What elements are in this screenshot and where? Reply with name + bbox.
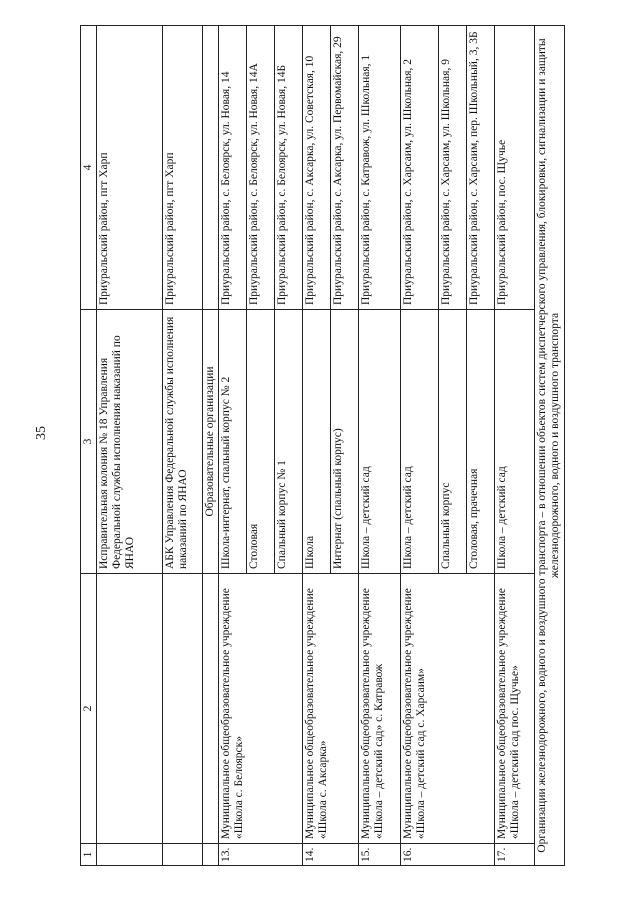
object-address: Приуральский район, пгт Харп (97, 26, 163, 310)
organization-name: Муниципальное общеобразовательное учреждение «Школа – детский сад» с. Катравож (359, 574, 401, 844)
organization-name: Муниципальное общеобразовательное учреждение «Школа с. Аксарка» (303, 574, 359, 844)
section-row (535, 26, 565, 866)
object-name: АБК Управления Федеральной службы исполнения наказаний по ЯНАО (163, 310, 203, 574)
object-name: Столовая, прачечная (467, 310, 495, 574)
header-col-1: 1 (81, 844, 97, 866)
organization-name: Муниципальное общеобразовательное учреждение «Школа – детский сад с. Харсаим» (401, 574, 495, 844)
row-number: 14. (303, 844, 359, 866)
header-col-2: 2 (81, 574, 97, 844)
object-name: Школа – детский сад (359, 310, 401, 574)
table-row (359, 26, 401, 866)
object-name: Школа (303, 310, 331, 574)
page-number: 35 (34, 426, 49, 440)
object-address: Приуральский район, пос. Щучье (495, 26, 535, 310)
object-address: Приуральский район, с. Аксарка, ул. Советская, 10 (303, 26, 331, 310)
object-address: Приуральский район, с. Аксарка, ул. Первомайская, 29 (331, 26, 359, 310)
section-title: Организации железнодорожного, водного и воздушного транспорта – в отношении объектов систем диспетчерского управления, блокировки, сигнализации и защиты железнодорожного, водного и воздушного транспорта (535, 26, 565, 866)
table-row (163, 26, 203, 866)
row-number: 17. (495, 844, 535, 866)
object-name: Школа-интернат, спальный корпус № 2 (219, 310, 247, 574)
object-name: Исправительная колония № 18 Управления Федеральной службы исполнения наказаний по ЯНАО (97, 310, 163, 574)
table-row (303, 26, 331, 866)
header-row (81, 26, 97, 866)
object-name: Интернат (спальный корпус) (331, 310, 359, 574)
object-name: Столовая (247, 310, 275, 574)
header-col-4: 4 (81, 26, 97, 310)
organization-name: Муниципальное общеобразовательное учреждение «Школа с. Белоярск» (219, 574, 303, 844)
object-address: Приуральский район, с. Белоярск, ул. Новая, 14А (247, 26, 275, 310)
object-address: Приуральский район, с. Белоярск, ул. Новая, 14Б (275, 26, 303, 310)
object-address: Приуральский район, с. Катравож, ул. Школьная, 1 (359, 26, 401, 310)
object-address: Приуральский район, с. Харсаим, ул. Школьная, 9 (439, 26, 467, 310)
header-col-3: 3 (81, 310, 97, 574)
object-address: Приуральский район, с. Харсаим, ул. Школьная, 2 (401, 26, 439, 310)
row-number: 15. (359, 844, 401, 866)
object-address: Приуральский район, с. Белоярск, ул. Новая, 14 (219, 26, 247, 310)
row-number: 13. (219, 844, 303, 866)
table-row (401, 26, 439, 866)
organization-name: Муниципальное общеобразовательное учреждение «Школа – детский сад пос. Щучье» (495, 574, 535, 844)
section-title: Образовательные организации (203, 310, 219, 574)
table-row (495, 26, 535, 866)
object-address: Приуральский район, пгт Харп (163, 26, 203, 310)
row-number: 16. (401, 844, 495, 866)
object-name: Спальный корпус (439, 310, 467, 574)
object-name: Спальный корпус № 1 (275, 310, 303, 574)
table-row (97, 26, 163, 866)
table-row (219, 26, 247, 866)
object-name: Школа – детский сад (401, 310, 439, 574)
section-row (203, 26, 219, 866)
object-address: Приуральский район, с. Харсаим, пер. Школьный, 3, 3Б (467, 26, 495, 310)
objects-table (80, 25, 565, 866)
object-name: Школа – детский сад (495, 310, 535, 574)
rotated-table-container (80, 26, 580, 866)
